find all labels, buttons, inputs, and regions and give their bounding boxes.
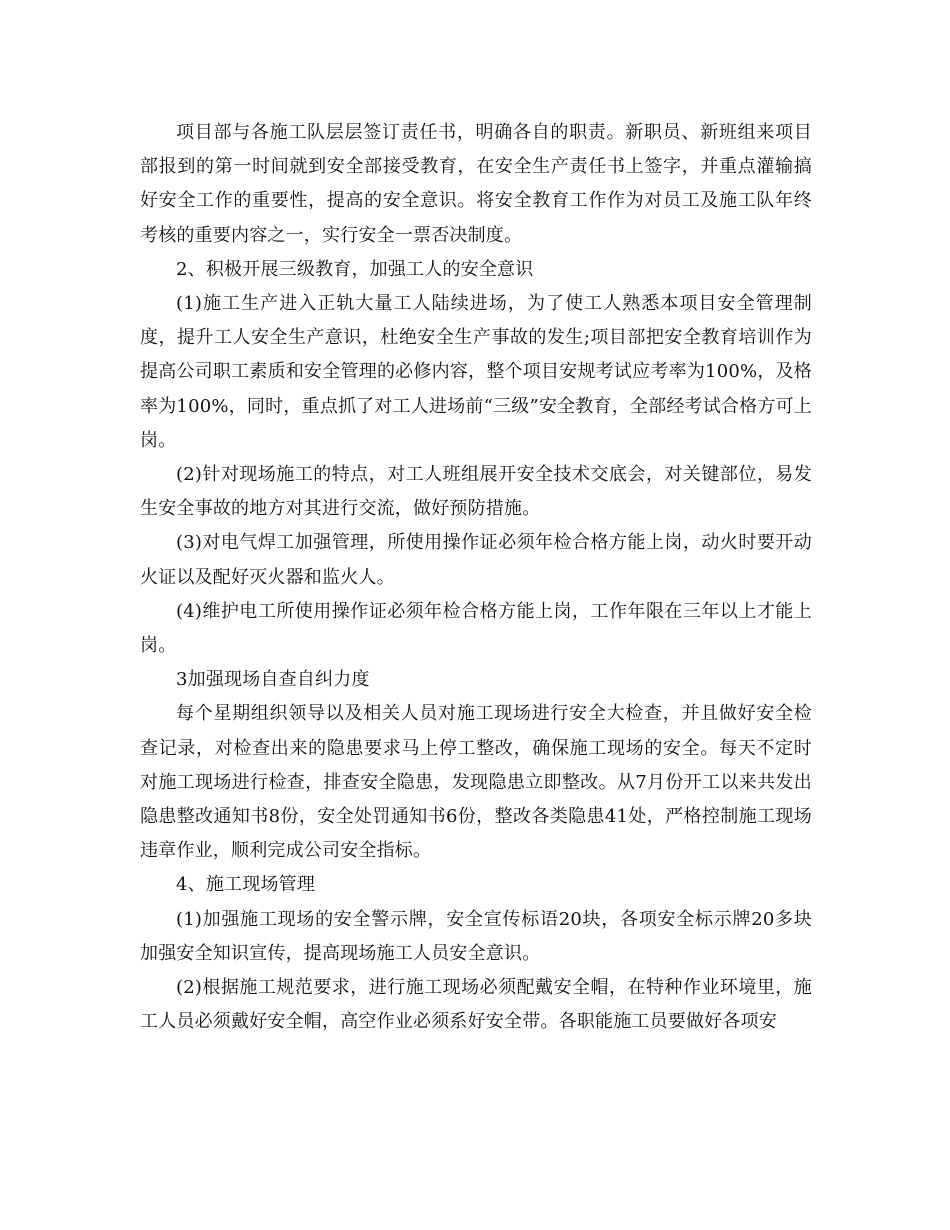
paragraph-warning-signs: (1)加强施工现场的安全警示牌，安全宣传标语20块，各项安全标示牌20多块加强安全知识宣传，提高现场施工人员安全意识。	[140, 908, 812, 964]
paragraph-welder-management: (3)对电气焊工加强管理，所使用操作证必须年检合格方能上岗，动火时要开动火证以及配好灭火器和监火人。	[140, 532, 812, 588]
heading-self-inspection: 3加强现场自查自纠力度	[176, 669, 370, 691]
paragraph-weekly-inspection: 每个星期组织领导以及相关人员对施工现场进行安全大检查，并且做好安全检查记录，对检查出来的隐患要求马上停工整改，确保施工现场的安全。每天不定时对施工现场进行检查，排查安全隐患，发现隐患立即整改。从7月份开工以来共发出隐患整改通知书8份，安全处罚通知书6份，整改各类隐患41处，严格控制施工现场违章作业，顺利完成公司安全指标。	[140, 703, 812, 862]
document-body	[140, 116, 812, 1039]
paragraph-electrician-certification: (4)维护电工所使用操作证必须年检合格方能上岗，工作年限在三年以上才能上岗。	[140, 600, 812, 657]
paragraph-helmet-requirements: (2)根据施工规范要求，进行施工现场必须配戴安全帽，在特种作业环境里，施工人员必须戴好安全帽，高空作业必须系好安全带。各职能施工员要做好各项安	[140, 977, 812, 1033]
paragraph-responsibility-agreements: 项目部与各施工队层层签订责任书，明确各自的职责。新职员、新班组来项目部报到的第一时间就到安全部接受教育，在安全生产责任书上签字，并重点灌输搞好安全工作的重要性，提高的安全意识。将安全教育工作作为对员工及施工队年终考核的重要内容之一，实行安全一票否决制度。	[140, 122, 812, 246]
paragraph-technical-briefing: (2)针对现场施工的特点，对工人班组展开安全技术交底会，对关键部位，易发生安全事故的地方对其进行交流，做好预防措施。	[140, 464, 812, 520]
heading-three-level-education: 2、积极开展三级教育，加强工人的安全意识	[176, 258, 534, 280]
heading-site-management: 4、施工现场管理	[176, 874, 316, 896]
paragraph-safety-training: (1)施工生产进入正轨大量工人陆续进场，为了使工人熟悉本项目安全管理制度，提升工人安全生产意识，杜绝安全生产事故的发生;项目部把安全教育培训作为提高公司职工素质和安全管理的必修内容，整个项目安规考试应考率为100%，及格率为100%，同时，重点抓了对工人进场前“三级”安全教育，全部经考试合格方可上岗。	[140, 293, 812, 451]
